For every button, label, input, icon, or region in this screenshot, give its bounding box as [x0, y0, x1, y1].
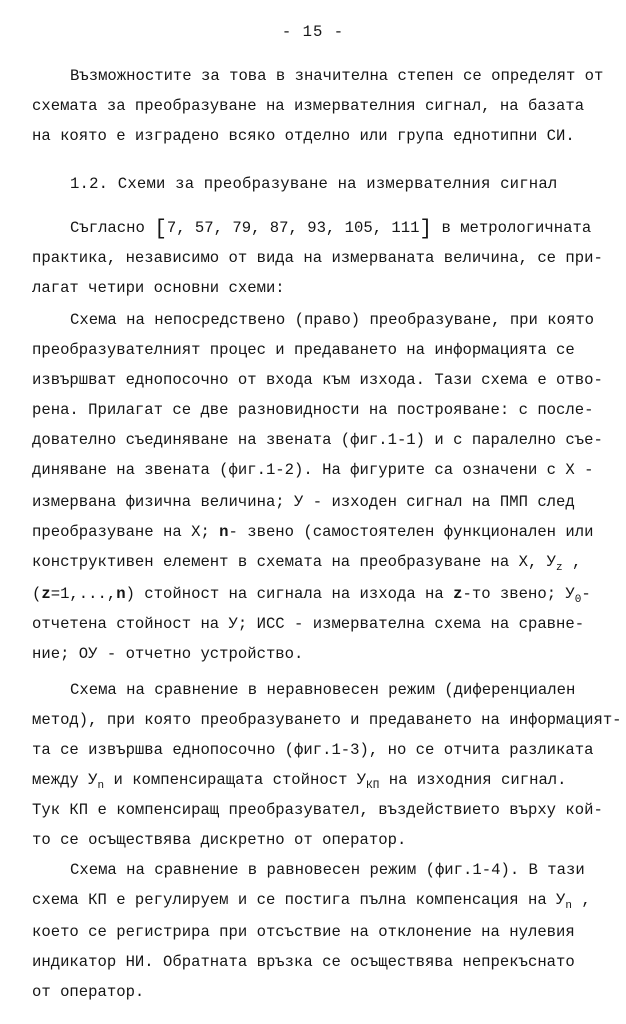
symbol-n-2: n — [116, 585, 126, 603]
p4-line-2-a: схема КП е регулируем и се постига пълна компенсация на У — [32, 891, 566, 909]
intro-line-3: на която е изградено всяко отделно или група еднотипни СИ. — [32, 127, 575, 145]
p4-line-2-b: , — [572, 891, 591, 909]
p2-line-8 — [32, 522, 593, 542]
p2-line-4: рена. Прилагат се две разновидности на построяване: с после- — [32, 401, 594, 419]
intro-line-1: Възможностите за това в значителна степен се определят от — [70, 67, 604, 85]
p3-line-4 — [32, 770, 567, 790]
p2-line-9-a: конструктивен елемент в схемата на преобразуване на Х, У — [32, 553, 557, 571]
p2-line-1: Схема на непосредствено (право) преобразуване, при която — [70, 311, 595, 329]
p4-line-4: индикатор НИ. Обратната връзка се осъществява непрекъснато — [32, 953, 575, 971]
p2-line-6: диняване на звената (фиг.1-2). На фигурите са означени с Х - — [32, 461, 594, 479]
p2-line-8-b: - звено (самостоятелен функционален или — [228, 523, 594, 541]
p2-line-10-a: ( — [32, 585, 42, 603]
p3-line-5: Тук КП е компенсиращ преобразувател, въздействието върху кой- — [32, 801, 603, 819]
p3-line-2: метод), при която преобразуването и предаването на информацият- — [32, 711, 622, 729]
p2-line-8-a: преобразуване на Х; — [32, 523, 220, 541]
p2-line-12: ние; ОУ - отчетно устройство. — [32, 645, 304, 663]
ref-left-bracket: [ — [154, 218, 167, 241]
subscript-n-2: n — [565, 900, 573, 912]
reference-list: 7, 57, 79, 87, 93, 105, 111 — [166, 219, 420, 237]
p1-line-2: практика, независимо от вида на измерваната величина, се при- — [32, 249, 603, 267]
intro-line-2: схемата за преобразуване на измервателния сигнал, на базата — [32, 97, 585, 115]
p4-line-3: което се регистрира при отсъствие на отклонение на нулевия — [32, 923, 575, 941]
page-number: - 15 - — [281, 23, 345, 41]
subscript-kp: КП — [366, 780, 380, 792]
p1-line-1-b: в метрологичната — [432, 219, 592, 237]
subscript-n: n — [97, 780, 105, 792]
p2-line-10-e: - — [581, 585, 591, 603]
p3-line-4-c: на изходния сигнал. — [379, 771, 567, 789]
p4-line-5: от оператор. — [32, 983, 145, 1001]
p2-line-9-b: , — [562, 553, 582, 571]
symbol-z: z — [41, 585, 51, 603]
p3-line-4-a: между У — [32, 771, 98, 789]
p2-line-7: измервана физична величина; У - изходен сигнал на ПМП след — [32, 493, 575, 511]
p3-line-6: то се осъществява дискретно от оператор. — [32, 831, 407, 849]
p3-line-4-b: и компенсиращата стойност У — [104, 771, 367, 789]
section-title: 1.2. Схеми за преобразуване на измервателния сигнал — [70, 175, 558, 193]
p2-line-3: извършват еднопосочно от входа към изхода. Тази схема е отво- — [32, 371, 603, 389]
p2-line-10 — [32, 584, 591, 604]
p2-line-10-c: ) стойност на сигнала на изхода на — [125, 585, 454, 603]
p2-line-5: дователно съединяване на звената (фиг.1-1) и с паралелно съе- — [32, 431, 603, 449]
p1-line-1 — [70, 218, 592, 241]
subscript-z: z — [556, 562, 563, 574]
p3-line-3: та се извършва еднопосочно (фиг.1-3), но се отчита разликата — [32, 741, 594, 759]
p4-line-1: Схема на сравнение в равновесен режим (фиг.1-4). В тази — [70, 861, 585, 879]
p1-line-1-a: Съгласно — [70, 219, 155, 237]
p2-line-11: отчетена стойност на У; ИСС - измервателна схема на сравне- — [32, 615, 585, 633]
p2-line-10-b: =1,..., — [50, 585, 117, 603]
p2-line-2: преобразувателният процес и предаването на информацията се — [32, 341, 575, 359]
p1-line-3: лагат четири основни схеми: — [32, 279, 285, 297]
ref-right-bracket: ] — [419, 218, 433, 241]
subscript-0: 0 — [574, 594, 582, 606]
symbol-n: n — [219, 523, 229, 541]
symbol-z-2: z — [453, 585, 463, 603]
p4-line-2 — [32, 890, 591, 910]
p3-line-1: Схема на сравнение в неравновесен режим (диференциален — [70, 681, 576, 699]
p2-line-10-d: -то звено; У — [462, 585, 575, 603]
p2-line-9 — [32, 552, 581, 572]
